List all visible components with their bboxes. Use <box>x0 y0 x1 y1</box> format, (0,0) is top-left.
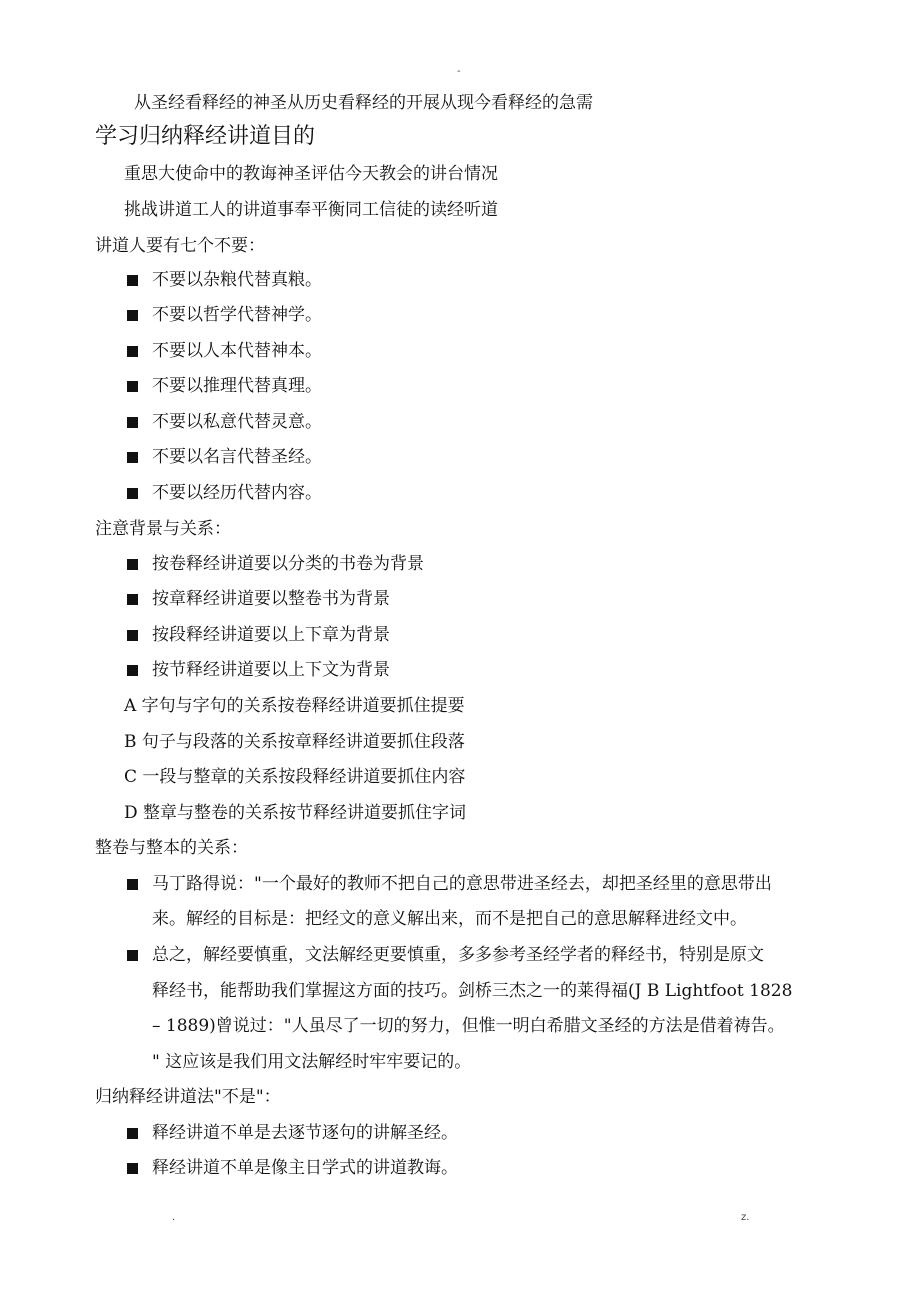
list-item: 按节释经讲道要以上下文为背景 <box>152 660 390 680</box>
bullet-icon <box>127 488 138 499</box>
paragraph-line: 释经书，能帮助我们掌握这方面的技巧。剑桥三杰之一的莱得福(J B Lightfoot 1828 <box>152 981 793 1001</box>
paragraph-line: 马丁路得说："一个最好的教师不把自己的意思带进圣经去，却把圣经里的意思带出 <box>152 874 772 894</box>
footer-right-mark: z. <box>741 1212 750 1223</box>
list-item: 不要以名言代替圣经。 <box>152 447 322 467</box>
bullet-icon <box>127 665 138 676</box>
list-item: 不要以杂粮代替真粮。 <box>152 270 322 290</box>
list-item: 按段释经讲道要以上下章为背景 <box>152 625 390 645</box>
list-item: 按章释经讲道要以整卷书为背景 <box>152 589 390 609</box>
bullet-icon <box>127 310 138 321</box>
relation-item: A 字句与字句的关系按卷释经讲道要抓住提要 <box>124 696 465 716</box>
bullet-icon <box>127 417 138 428</box>
whole-title: 整卷与整本的关系： <box>95 838 248 858</box>
bullet-icon <box>127 1163 138 1174</box>
list-item: 不要以经历代替内容。 <box>152 483 322 503</box>
bullet-icon <box>127 559 138 570</box>
section-heading: 学习归纳释经讲道目的 <box>95 124 316 149</box>
bullet-icon <box>127 950 138 961</box>
bullet-icon <box>127 381 138 392</box>
footer-left-mark: . <box>172 1212 176 1223</box>
bullet-icon <box>127 275 138 286</box>
paragraph-line: " 这应该是我们用文法解经时牢牢要记的。 <box>152 1052 472 1072</box>
list-item: 不要以哲学代替神学。 <box>152 305 322 325</box>
bullet-icon <box>127 452 138 463</box>
context-title: 注意背景与关系： <box>95 519 231 539</box>
paragraph-line: – 1889)曾说过："人虽尽了一切的努力，但惟一明白希腊文圣经的方法是借着祷告。 <box>152 1016 785 1036</box>
list-item: 按卷释经讲道要以分类的书卷为背景 <box>152 554 424 574</box>
bullet-icon <box>127 346 138 357</box>
header-mark: - <box>457 66 461 77</box>
notis-title: 归纳释经讲道法"不是"： <box>95 1087 281 1107</box>
relation-item: D 整章与整卷的关系按节释经讲道要抓住字词 <box>124 803 467 823</box>
list-item: 释经讲道不单是像主日学式的讲道教诲。 <box>152 1158 458 1178</box>
intro-line: 从圣经看释经的神圣从历史看释经的开展从现今看释经的急需 <box>134 93 593 113</box>
list-item: 不要以人本代替神本。 <box>152 341 322 361</box>
bullet-icon <box>127 630 138 641</box>
paragraph-line: 总之，解经要慎重，文法解经更要慎重，多多参考圣经学者的释经书，特别是原文 <box>152 945 764 965</box>
bullet-icon <box>127 594 138 605</box>
relation-item: B 句子与段落的关系按章释经讲道要抓住段落 <box>124 732 465 752</box>
list-item: 释经讲道不单是去逐节逐句的讲解圣经。 <box>152 1123 458 1143</box>
bullet-icon <box>127 879 138 890</box>
purpose-line-1: 重思大使命中的教诲神圣评估今天教会的讲台情况 <box>124 164 498 184</box>
seven-title: 讲道人要有七个不要： <box>95 236 265 256</box>
paragraph-line: 来。解经的目标是：把经文的意义解出来，而不是把自己的意思解释进经文中。 <box>152 909 747 929</box>
list-item: 不要以私意代替灵意。 <box>152 412 322 432</box>
list-item: 不要以推理代替真理。 <box>152 376 322 396</box>
relation-item: C 一段与整章的关系按段释经讲道要抓住内容 <box>124 767 466 787</box>
purpose-line-2: 挑战讲道工人的讲道事奉平衡同工信徒的读经听道 <box>124 200 498 220</box>
bullet-icon <box>127 1128 138 1139</box>
